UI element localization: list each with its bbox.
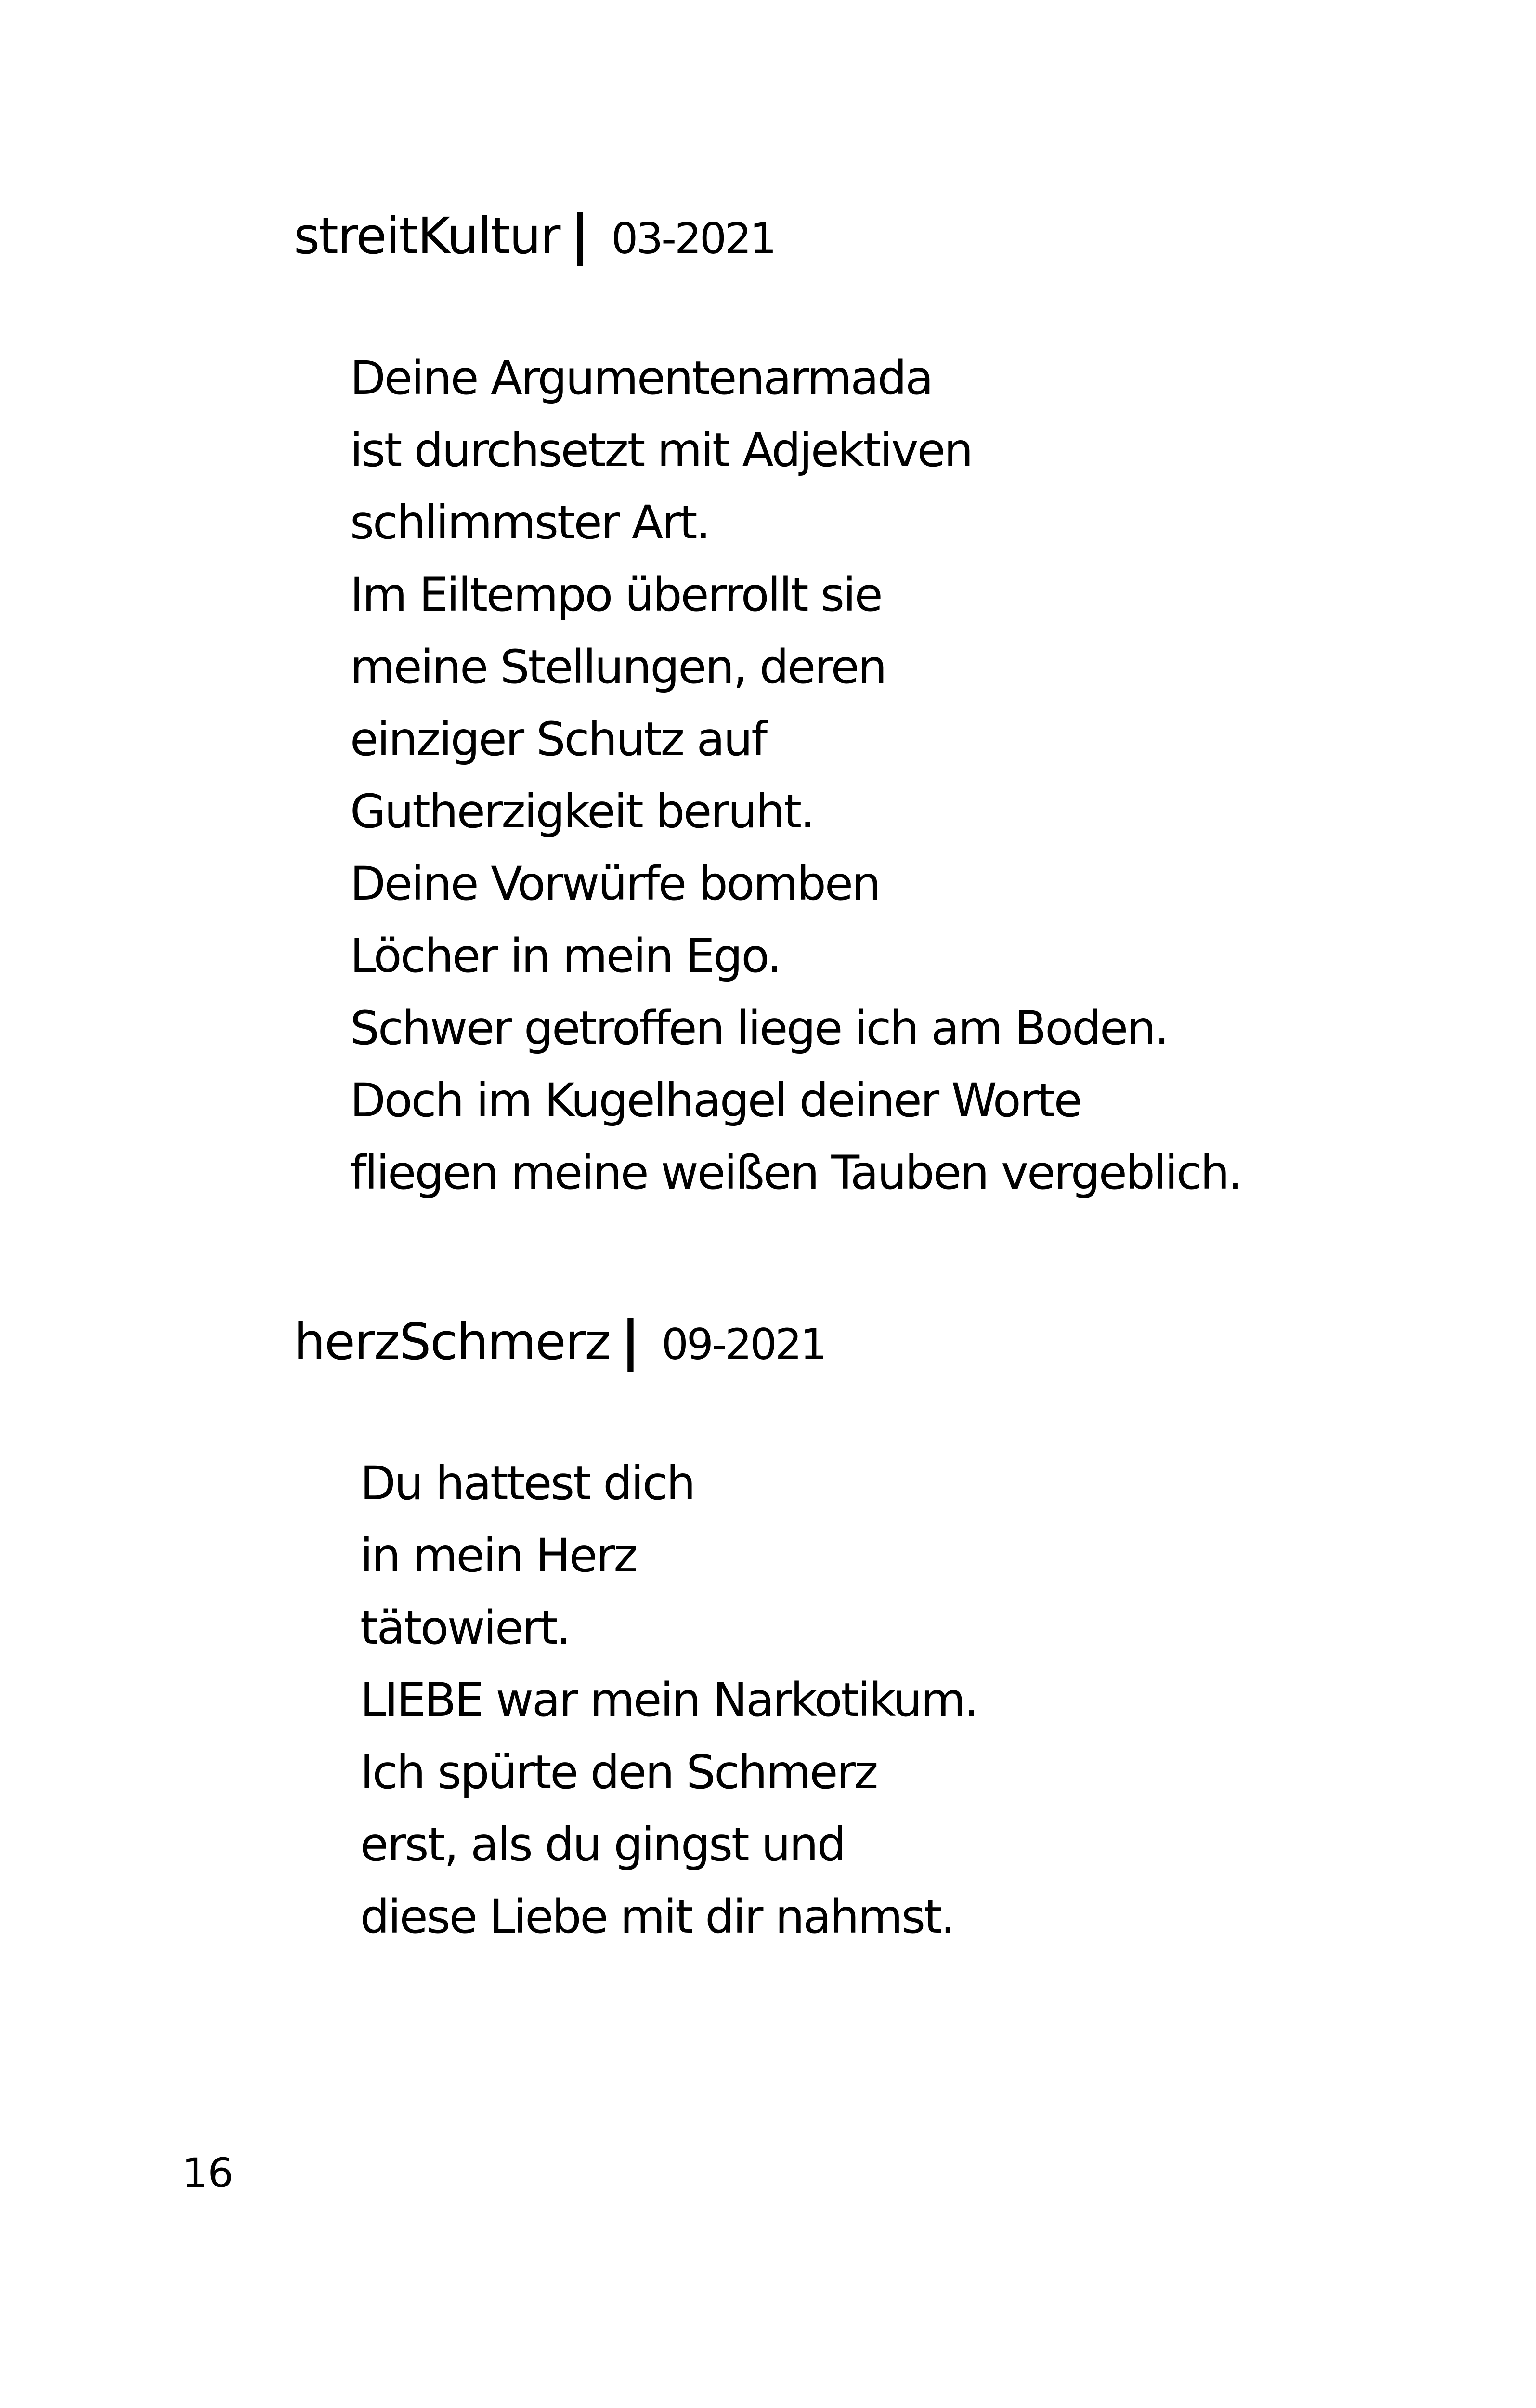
poem-stanza — [350, 342, 1241, 1209]
poem-line: fliegen meine weißen Tauben vergeblich. — [350, 1146, 1242, 1200]
poem-line: Du hattest dich — [360, 1456, 694, 1510]
poem-line: erst, als du gingst und — [360, 1818, 845, 1871]
poem-title-text: streitKultur — [294, 207, 560, 265]
poem-line: tätowiert. — [360, 1601, 570, 1655]
poem-line: Gutherzigkeit beruht. — [350, 785, 814, 838]
poem-date: 09-2021 — [661, 1320, 825, 1369]
poem-line: in mein Herz — [360, 1529, 637, 1583]
poem-line: Schwer getroffen liege ich am Boden. — [350, 1001, 1168, 1055]
poem-line: ist durchsetzt mit Adjektiven — [350, 423, 972, 477]
title-separator: | — [621, 1309, 640, 1372]
poem-line: meine Stellungen, deren — [350, 640, 886, 694]
poem-line: Deine Argumentenarmada — [350, 351, 932, 405]
poem-line: Doch im Kugelhagel deiner Worte — [350, 1073, 1081, 1127]
poem-line: diese Liebe mit dir nahmst. — [360, 1890, 954, 1944]
title-separator: | — [570, 204, 590, 266]
poem-line: schlimmster Art. — [350, 496, 710, 550]
poem-line: LIEBE war mein Narkotikum. — [360, 1673, 978, 1727]
page-number: 16 — [182, 2149, 234, 2197]
poem-line: einziger Schutz auf — [350, 712, 767, 766]
poem-line: Im Eiltempo überrollt sie — [350, 568, 882, 622]
poem-line: Deine Vorwürfe bomben — [350, 857, 880, 911]
poem-title — [294, 1309, 825, 1372]
poem-stanza — [360, 1447, 977, 1953]
poem-title-text: herzSchmerz — [294, 1312, 610, 1371]
poem-line: Ich spürte den Schmerz — [360, 1745, 877, 1799]
poem-date: 03-2021 — [611, 214, 775, 263]
poem-title — [294, 204, 775, 266]
poem-line: Löcher in mein Ego. — [350, 929, 781, 983]
